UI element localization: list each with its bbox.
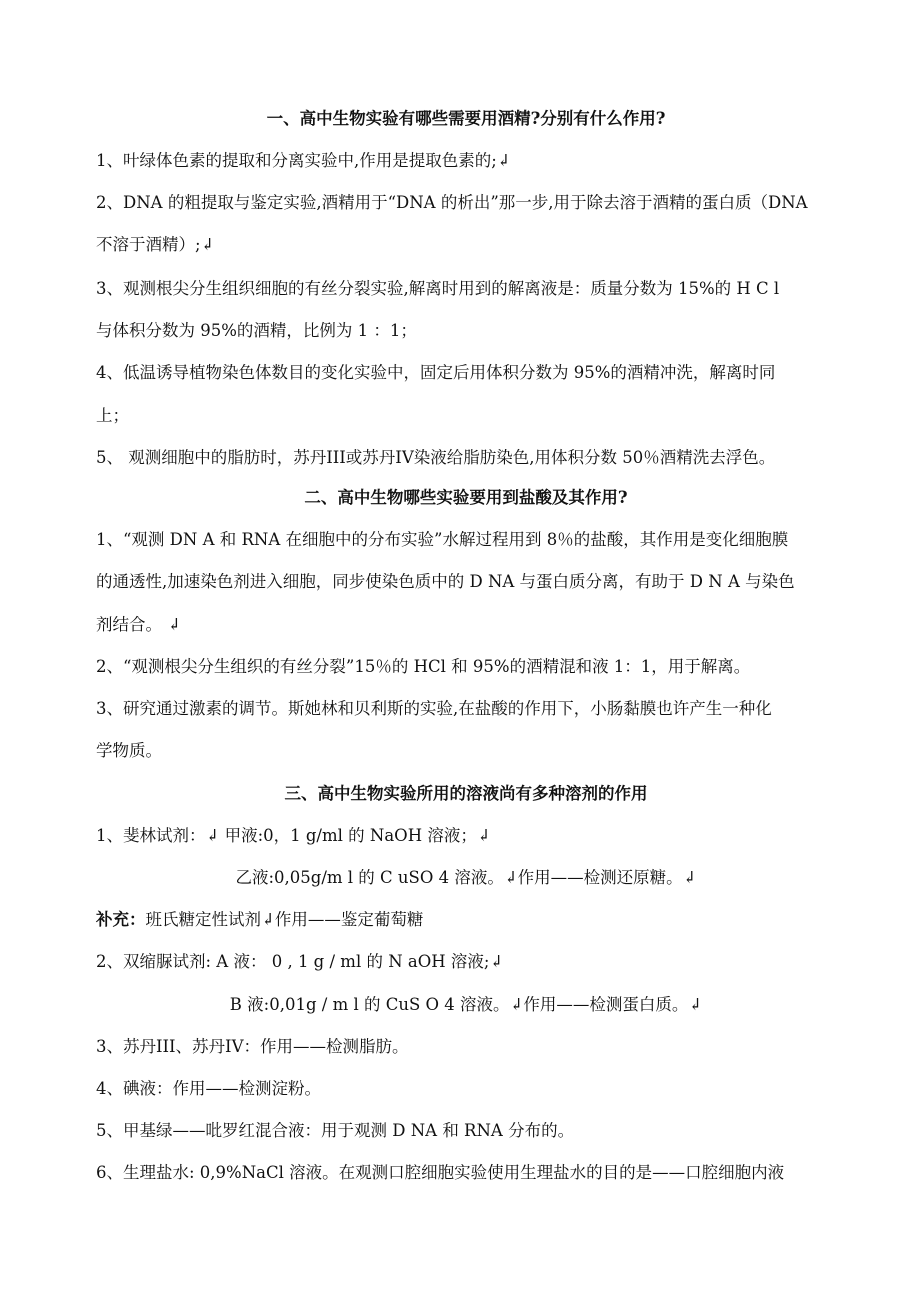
paragraph-line: 2、DNA 的粗提取与鉴定实验,酒精用于“DNA 的析出”那一步,用于除去溶于酒精的蛋白质（DNA [96, 193, 808, 212]
section-1-heading: 一、高中生物实验有哪些需要用酒精?分别有什么作用? [266, 109, 666, 128]
paragraph-line: 2、双缩脲试剂: A 液： 0 , 1 g / ml 的 N aOH 溶液;↲ [96, 952, 504, 971]
paragraph-line: 3、苏丹III、苏丹IV：作用——检测脂肪。 [96, 1037, 409, 1056]
paragraph-line: 不溶于酒精）;↲ [96, 235, 215, 254]
paragraph-line: 1、斐林试剂：↲ 甲液:0，1 g/ml 的 NaOH 溶液；↲ [96, 826, 491, 845]
paragraph-line: 5、 观测细胞中的脂肪时，苏丹III或苏丹IV染液给脂肪染色,用体积分数 50％酒精洗去浮色。 [96, 448, 776, 467]
supplement-line [96, 908, 836, 932]
paragraph-line: 6、生理盐水: 0,9%NaCl 溶液。在观测口腔细胞实验使用生理盐水的目的是——口腔细胞内液 [96, 1163, 785, 1182]
paragraph-line: 5、甲基绿——吡罗红混合液：用于观测 D NA 和 RNA 分布的。 [96, 1121, 575, 1140]
paragraph-line: 上； [96, 406, 129, 425]
section-3-heading: 三、高中生物实验所用的溶液尚有多种溶剂的作用 [284, 784, 648, 803]
paragraph-line: 4、碘液：作用——检测淀粉。 [96, 1079, 321, 1098]
paragraph-line: B 液:0,01g / m l 的 CuS O 4 溶液。↲作用——检测蛋白质。↲ [229, 995, 703, 1014]
paragraph-line: 剂结合。 ↲ [96, 615, 182, 634]
paragraph-line: 4、低温诱导植物染色体数目的变化实验中，固定后用体积分数为 95%的酒精冲洗，解离时同 [96, 363, 776, 382]
paragraph-line: 3、观测根尖分生组织细胞的有丝分裂实验,解离时用到的解离液是：质量分数为 15%的 H C l [96, 279, 780, 298]
paragraph-line: 学物质。 [96, 741, 162, 760]
section-2-heading: 二、高中生物哪些实验要用到盐酸及其作用? [304, 488, 628, 507]
paragraph-line: 1、“观测 DN A 和 RNA 在细胞中的分布实验”水解过程用到 8％的盐酸，其作用是变化细胞膜 [96, 530, 789, 549]
paragraph-line: 的通透性,加速染色剂进入细胞，同步使染色质中的 D NA 与蛋白质分离，有助于 D N A 与染色 [96, 572, 795, 591]
supplement-label: 补充： [96, 910, 146, 929]
supplement-text: 班氏糖定性试剂↲作用——鉴定葡萄糖 [145, 910, 424, 929]
paragraph-line: 1、叶绿体色素的提取和分离实验中,作用是提取色素的;↲ [96, 151, 511, 170]
paragraph-line: 乙液:0,05g/m l 的 C uSO 4 溶液。↲作用——检测还原糖。↲ [235, 868, 697, 887]
paragraph-line: 2、“观测根尖分生组织的有丝分裂”15％的 HCl 和 95%的酒精混和液 1：1，用于解离。 [96, 657, 751, 676]
paragraph-line: 与体积分数为 95%的酒精，比例为 1 ：1； [96, 321, 417, 340]
paragraph-line: 3、研究通过激素的调节。斯她林和贝利斯的实验,在盐酸的作用下，小肠黏膜也许产生一种化 [96, 699, 772, 718]
